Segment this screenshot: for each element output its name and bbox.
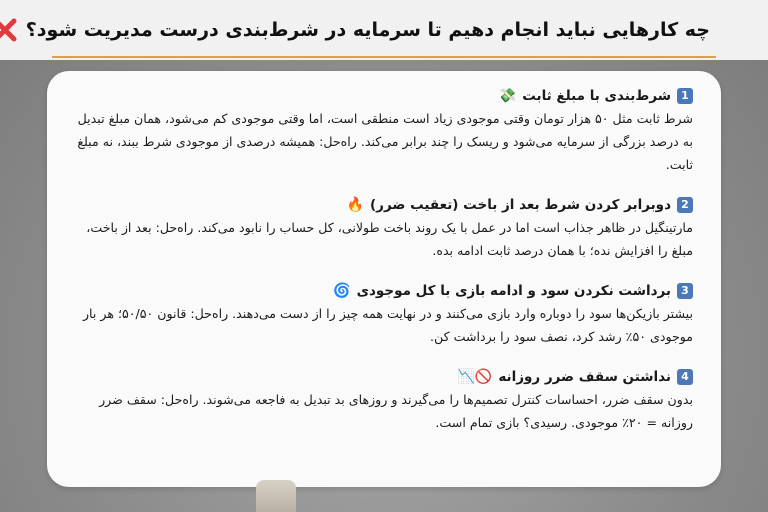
number-badge: 1 <box>677 88 693 104</box>
section-body: بدون سقف ضرر، احساسات کنترل تصمیم‌ها را می‌گیرند و روزهای بد تبدیل به فاجعه می‌شوند. راه‌حل: سقف ضرر روزانه = ۲۰٪ موجودی. رسیدی؟ بازی تمام است. <box>99 392 693 430</box>
section-heading <box>73 366 693 388</box>
section-title: برداشت نکردن سود و ادامه بازی با کل موجودی <box>356 283 671 299</box>
money-with-wings-icon: 💸 <box>498 88 517 104</box>
section-2 <box>73 194 693 262</box>
section-body: بیشتر بازیکن‌ها سود را دوباره وارد بازی می‌کنند و در نهایت همه چیز را از دست می‌دهند. راه‌حل: قانون ۵۰/۵۰؛ هر بار موجودی ۵۰٪ رشد کرد، نصف سود را برداشت کن. <box>82 306 693 344</box>
title-row <box>0 14 710 46</box>
section-1 <box>73 85 693 176</box>
page-title: چه کارهایی نباید انجام دهیم تا سرمایه در شرط‌بندی درست مدیریت شود؟ <box>25 19 710 41</box>
number-badge: 4 <box>677 369 693 385</box>
section-4 <box>73 366 693 434</box>
prohibited-chart-down-icon: 🚫📉 <box>457 369 493 385</box>
section-heading <box>73 194 693 216</box>
content-list <box>73 85 693 452</box>
section-body: شرط ثابت مثل ۵۰ هزار تومان وقتی موجودی زیاد است منطقی است، اما وقتی موجودی کم می‌شود، همان مبلغ تبدیل به درصد بزرگی از سرمایه می‌شود و ریسک را چند برابر می‌کند. راه‌حل: همیشه درصدی از موجودی شرط ببند، نه مبلغ ثابت. <box>77 111 693 172</box>
title-underline <box>52 56 716 58</box>
section-heading <box>73 280 693 302</box>
section-heading <box>73 85 693 107</box>
section-title: دوبرابر کردن شرط بعد از باخت (تعقیب ضرر) <box>370 197 671 213</box>
section-body: مارتینگیل در ظاهر جذاب است اما در عمل با یک روند باخت طولانی، کل حساب را نابود می‌کند. راه‌حل: بعد از باخت، مبلغ را افزایش نده؛ با همان درصد ثابت ادامه بده. <box>86 220 693 258</box>
cyclone-icon: 🌀 <box>333 283 351 299</box>
section-title: شرط‌بندی با مبلغ ثابت <box>522 88 671 104</box>
number-badge: 3 <box>677 283 693 299</box>
background-bottle <box>256 480 296 512</box>
content-card <box>47 71 721 487</box>
header-bar <box>0 0 768 60</box>
number-badge: 2 <box>677 197 693 213</box>
section-title: نداشتن سقف ضرر روزانه <box>498 369 671 385</box>
cross-mark-icon <box>0 17 18 43</box>
fire-icon: 🔥 <box>346 197 365 213</box>
section-3 <box>73 280 693 348</box>
